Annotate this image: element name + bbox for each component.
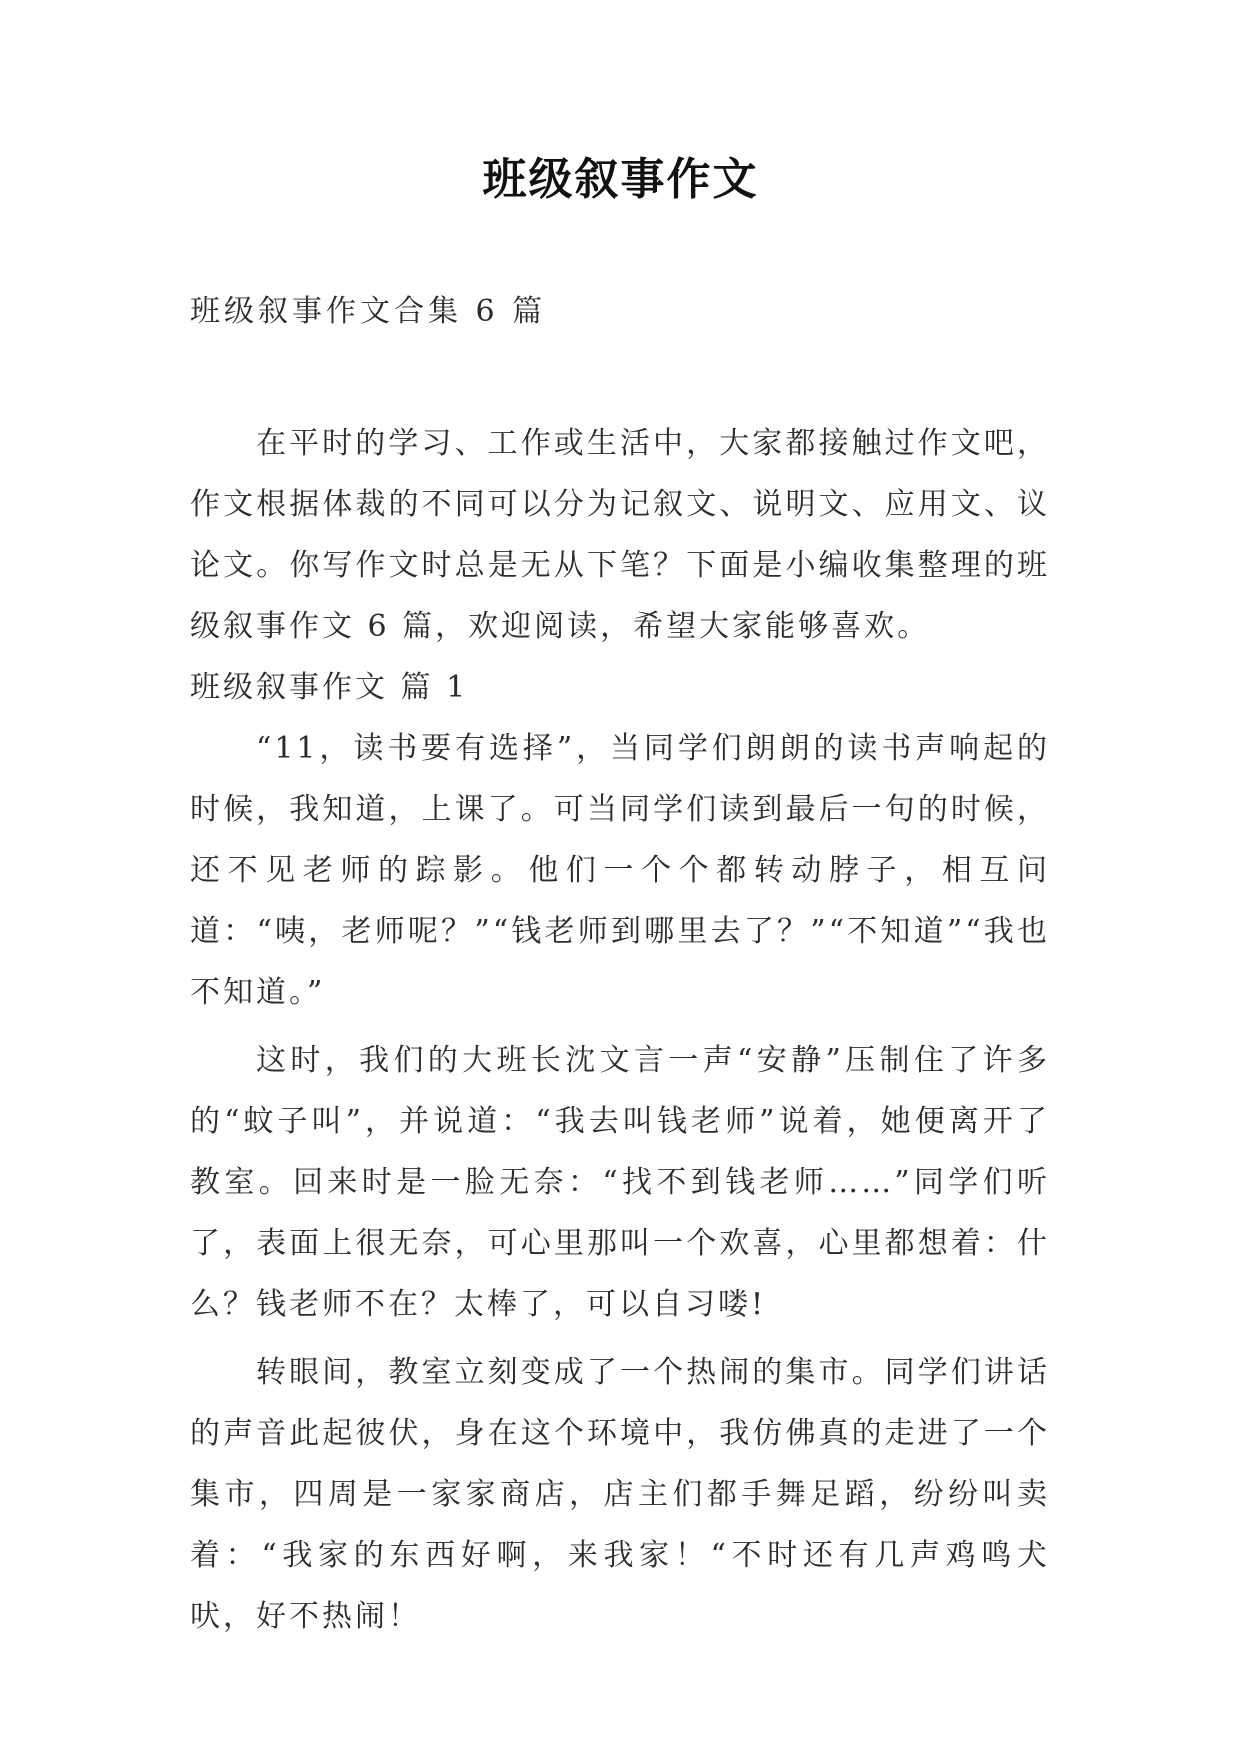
- intro-paragraph: 在平时的学习、工作或生活中，大家都接触过作文吧，作文根据体裁的不同可以分为记叙文、说明文、应用文、议论文。你写作文时总是无从下笔？下面是小编收集整理的班级叙事作文 6 篇，欢迎阅读，希望大家能够喜欢。: [190, 426, 1050, 644]
- paragraph-spacer: [190, 1335, 1050, 1342]
- section-heading: 班级叙事作文 篇 1: [190, 670, 469, 705]
- body-paragraph: 转眼间，教室立刻变成了一个热闹的集市。同学们讲话的声音此起彼伏，身在这个环境中，我仿佛真的走进了一个集市，四周是一家家商店，店主们都手舞足蹈，纷纷叫卖着：“我家的东西好啊，来我家！“不时还有几声鸡鸣犬吠，好不热闹！: [190, 1355, 1050, 1634]
- body-paragraph: 这时，我们的大班长沈文言一声“安静”压制住了许多的“蚊子叫”，并说道：“我去叫钱老师”说着，她便离开了教室。回来时是一脸无奈：“找不到钱老师……”同学们听了，表面上很无奈，可心里那叫一个欢喜，心里都想着：什么？钱老师不在？太棒了，可以自习喽!: [190, 1043, 1050, 1322]
- document-body: [190, 413, 1050, 1647]
- document-title: 班级叙事作文: [482, 154, 759, 205]
- paragraph-spacer: [190, 1023, 1050, 1030]
- body-paragraph: “11，读书要有选择”，当同学们朗朗的读书声响起的时候，我知道，上课了。可当同学们读到最后一句的时候，还不见老师的踪影。他们一个个都转动脖子，相互问道：“咦，老师呢？”“钱老师到哪里去了？”“不知道”“我也不知道。”: [190, 731, 1050, 1010]
- document-subtitle: 班级叙事作文合集 6 篇: [190, 294, 547, 329]
